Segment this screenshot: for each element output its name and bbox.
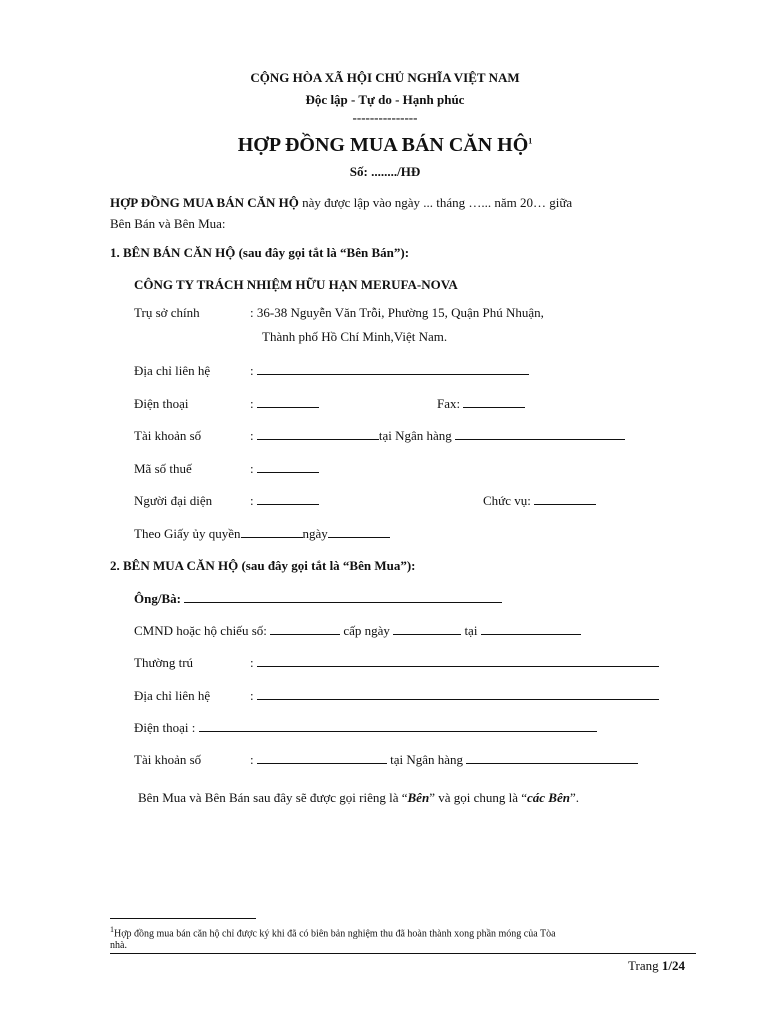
document-title xyxy=(0,134,770,157)
seller-bank-label: tại Ngân hàng xyxy=(378,428,452,443)
seller-company: CÔNG TY TRÁCH NHIỆM HỮU HẠN MERUFA-NOVA xyxy=(134,277,458,292)
seller-contact-colon: : xyxy=(250,363,254,378)
seller-authority-label: Theo Giấy ủy quyền xyxy=(134,526,241,541)
seller-hq-value-2: Thành phố Hồ Chí Minh,Việt Nam. xyxy=(262,329,448,344)
page-number xyxy=(628,958,685,974)
footnote-line-1 xyxy=(110,925,556,939)
intro-contract-name: HỢP ĐỒNG MUA BÁN CĂN HỘ xyxy=(110,195,299,210)
seller-contact-blank[interactable] xyxy=(257,363,529,375)
buyer-residence-blank[interactable] xyxy=(257,655,659,667)
title-footnote-mark: 1 xyxy=(528,136,533,146)
seller-phone-field[interactable] xyxy=(250,396,319,412)
buyer-id-blank[interactable] xyxy=(270,623,340,635)
seller-account-blank[interactable] xyxy=(257,428,379,440)
seller-rep-field[interactable] xyxy=(250,493,319,509)
buyer-name-field[interactable] xyxy=(134,591,502,607)
seller-account-field[interactable] xyxy=(250,428,625,444)
buyer-phone-field[interactable] xyxy=(134,720,597,736)
intro-line-2: Bên Bán và Bên Mua: xyxy=(110,216,226,231)
buyer-account-label: Tài khoản số xyxy=(134,752,202,767)
seller-tax-blank[interactable] xyxy=(257,461,319,473)
parties-definition xyxy=(138,790,579,806)
buyer-name-label: Ông/Bà: xyxy=(134,591,181,606)
buyer-id-field[interactable] xyxy=(134,623,581,639)
motto: Độc lập - Tự do - Hạnh phúc xyxy=(305,92,465,107)
seller-phone-label: Điện thoại xyxy=(134,396,189,411)
intro-date-text: này được lập vào ngày ... tháng …... năm 20… giữa xyxy=(298,195,573,210)
buyer-account-field[interactable] xyxy=(250,752,638,768)
buyer-account-colon: : xyxy=(250,752,254,767)
seller-tax-colon: : xyxy=(250,461,254,476)
seller-heading: 1. BÊN BÁN CĂN HỘ (sau đây gọi tắt là “Bên Bán”): xyxy=(110,245,410,260)
seller-authority-date-label: ngày xyxy=(302,526,328,541)
seller-hq-label: Trụ sở chính xyxy=(134,305,200,320)
buyer-residence-label: Thường trú xyxy=(134,655,194,670)
seller-authority-blank[interactable] xyxy=(241,526,303,538)
buyer-place-label: tại xyxy=(464,623,478,638)
page-bottom-rule xyxy=(110,953,696,954)
buyer-phone-label: Điện thoại : xyxy=(134,720,196,735)
buyer-account-blank[interactable] xyxy=(257,752,387,764)
page-number-label: Trang xyxy=(628,958,662,973)
buyer-bank-blank[interactable] xyxy=(466,752,638,764)
footnote-mark: 1 xyxy=(110,925,114,934)
buyer-contact-colon: : xyxy=(250,688,254,703)
page-number-value: 1/24 xyxy=(661,958,685,973)
buyer-heading: 2. BÊN MUA CĂN HỘ (sau đây gọi tắt là “Bên Mua”): xyxy=(110,558,416,573)
seller-fax-label: Fax: xyxy=(437,396,461,411)
seller-phone-colon: : xyxy=(250,396,254,411)
seller-position-field[interactable] xyxy=(483,493,596,509)
buyer-residence-colon: : xyxy=(250,655,254,670)
country-name: CỘNG HÒA XÃ HỘI CHỦ NGHĨA VIỆT NAM xyxy=(250,70,520,85)
seller-contact-field[interactable] xyxy=(250,363,529,379)
footnote-text: Hợp đồng mua bán căn hộ chỉ được ký khi đã có biên bản nghiệm thu đã hoàn thành xong phần móng của Tòa xyxy=(114,928,556,940)
seller-position-label: Chức vụ: xyxy=(483,493,531,508)
buyer-residence-field[interactable] xyxy=(250,655,659,671)
buyer-id-label: CMND hoặc hộ chiếu số: xyxy=(134,623,267,638)
seller-rep-colon: : xyxy=(250,493,254,508)
seller-bank-blank[interactable] xyxy=(455,428,625,440)
buyer-name-blank[interactable] xyxy=(184,591,502,603)
buyer-contact-label: Địa chỉ liên hệ xyxy=(134,688,211,703)
buyer-place-blank[interactable] xyxy=(481,623,581,635)
intro-line-1 xyxy=(110,195,572,211)
footnote-line-2: nhà. xyxy=(110,940,127,951)
seller-fax-field[interactable] xyxy=(437,396,525,412)
seller-account-colon: : xyxy=(250,428,254,443)
seller-tax-field[interactable] xyxy=(250,461,319,477)
buyer-phone-blank[interactable] xyxy=(199,720,597,732)
footnote-rule xyxy=(110,918,256,919)
seller-tax-label: Mã số thuế xyxy=(134,461,192,476)
seller-phone-blank[interactable] xyxy=(257,396,319,408)
seller-hq-value-1: : 36-38 Nguyễn Văn Trỗi, Phường 15, Quận Phú Nhuận, xyxy=(250,305,544,320)
seller-account-label: Tài khoản số xyxy=(134,428,202,443)
seller-position-blank[interactable] xyxy=(534,493,596,505)
buyer-bank-label: tại Ngân hàng xyxy=(390,752,464,767)
buyer-issued-label: cấp ngày xyxy=(343,623,390,638)
seller-rep-label: Người đại diện xyxy=(134,493,213,508)
party-term: Bên xyxy=(407,790,430,805)
buyer-issued-blank[interactable] xyxy=(393,623,461,635)
parties-term: các Bên xyxy=(527,790,570,805)
document-number: Số: ......../HĐ xyxy=(349,164,421,179)
seller-authority-field[interactable] xyxy=(134,526,390,542)
buyer-contact-blank[interactable] xyxy=(257,688,659,700)
buyer-contact-field[interactable] xyxy=(250,688,659,704)
seller-authority-date-blank[interactable] xyxy=(328,526,390,538)
seller-rep-blank[interactable] xyxy=(257,493,319,505)
parties-text-2: ” và gọi chung là “ xyxy=(429,790,528,805)
header-divider: --------------- xyxy=(352,110,418,125)
parties-text-1: Bên Mua và Bên Bán sau đây sẽ được gọi riêng là “ xyxy=(138,790,408,805)
document-title-text: HỢP ĐỒNG MUA BÁN CĂN HỘ xyxy=(237,134,529,156)
parties-text-3: ”. xyxy=(569,790,580,805)
seller-contact-label: Địa chỉ liên hệ xyxy=(134,363,211,378)
seller-fax-blank[interactable] xyxy=(463,396,525,408)
